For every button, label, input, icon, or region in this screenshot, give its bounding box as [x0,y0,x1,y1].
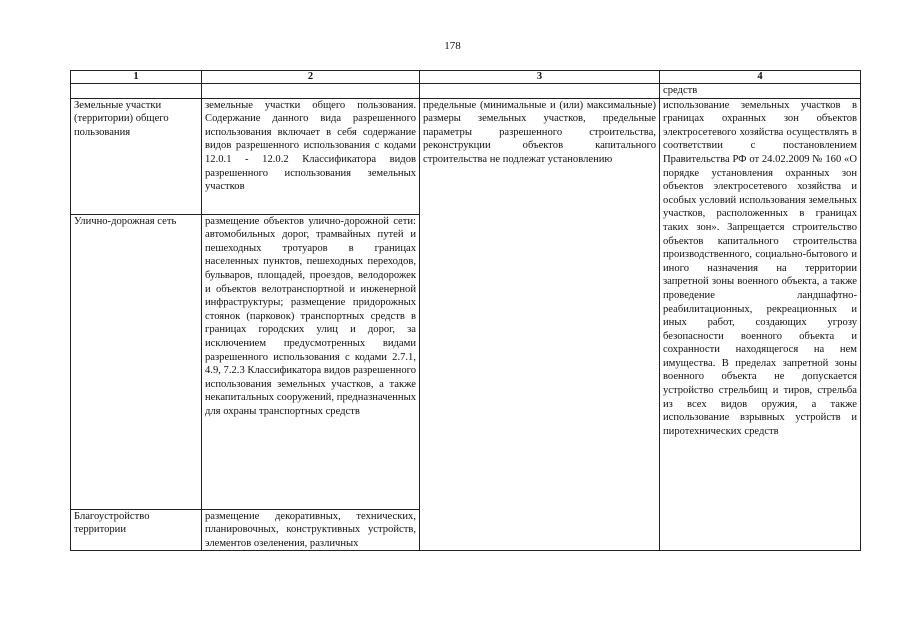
document-table [70,70,861,551]
cell-row2-description: размещение объектов улично-дорожной сети: автомобильных дорог, трамвайных путей и пешеходных тротуаров в границах населенных пунктов, пешеходных переходов, бульваров, площадей, проездов, велодорожек и объектов велотранспортной и инженерной инфраструктуры; размещение придорожных стоянок (парковок) транспортных средств в границах городских улиц и дорог, за исключением предусмотренных видами разрешенного использования с кодами 2.7.1, 4.9, 7.2.3 Классификатора видов разрешенного использования земельных участков, а также некапитальных сооружений, предназначенных для охраны транспортных средств [202,214,420,509]
cell-row3-description: размещение декоративных, технических, планировочных, конструктивных устройств, элементов озеленения, различных [202,509,420,551]
cell-restrictions: использование земельных участков в границах охранных зон объектов электросетевого хозяйства осуществлять в соответствии с постановлением Правительства РФ от 24.02.2009 № 160 «О порядке установления охранных зон объектов электросетевого хозяйства и особых условий использования земельных участков, расположенных в границах таких зон». Запрещается строительство объектов капитального строительства производственного, социально-бытового и иного назначения на территории запретной зоны военного объекта, а также проведение ландшафтно-реабилитационных, рекреационных и иных работ, создающих угрозу безопасности военного объекта и сохранности находящегося на нем имущества. В пределах запретной зоны военного объекта не допускается устройство стрельбищ и тиров, стрельба из всех видов оружия, а также использование взрывных устройств и пиротехнических средств [660,98,861,551]
table-row-continuation [71,84,861,99]
header-col-2: 2 [202,71,420,84]
cell-col4-continuation: средств [660,84,861,99]
header-col-4: 4 [660,71,861,84]
cell-row2-name: Улично-дорожная сеть [71,214,202,509]
header-col-3: 3 [420,71,660,84]
header-col-1: 1 [71,71,202,84]
page-number: 178 [444,40,461,52]
table-header-row [71,71,861,84]
cell-row1-name: Земельные участки (территории) общего пользования [71,98,202,214]
cell-parameters: предельные (минимальные и (или) максимальные) размеры земельных участков, предельные параметры разрешенного строительства, реконструкции объектов капитального строительства не подлежат установлению [420,98,660,551]
table-row [71,98,861,214]
cell-row3-name: Благоустройство территории [71,509,202,551]
cell-row1-description: земельные участки общего пользования. Содержание данного вида разрешенного использования включает в себя содержание видов разрешенного использования с кодами 12.0.1 - 12.0.2 Классификатора видов разрешенного использования земельных участков [202,98,420,214]
